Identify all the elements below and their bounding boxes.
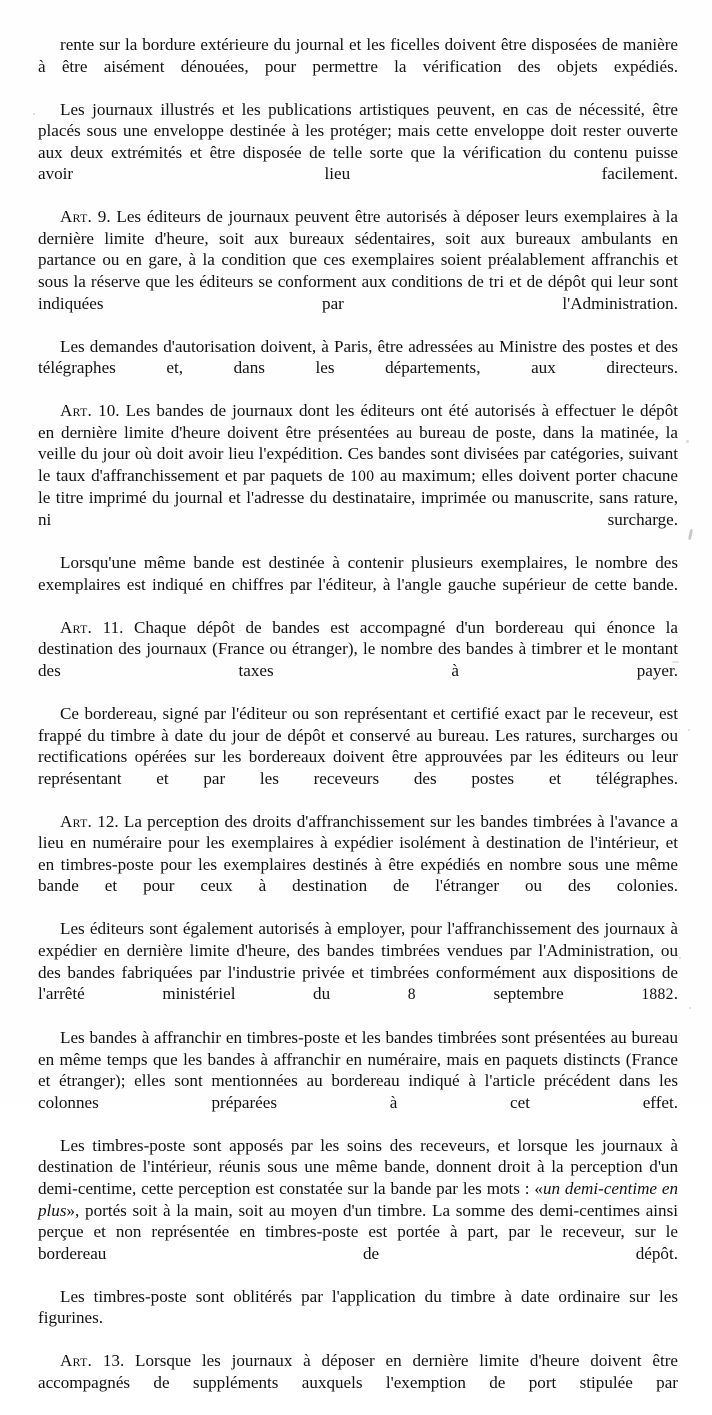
article-body-10-part2: au maximum; elles doivent porter chacune le titre imprimé du journal et l'adresse du destinataire, imprimée ou manuscrite, sans rature, ni surcharge. (38, 465, 678, 530)
paragraph-article-11 (38, 617, 678, 703)
editeurs-text-part1: Les éditeurs sont également autorisés à employer, pour l'affranchissement des journaux à expédier en dernière limite d'heure, des bandes timbrées vendues par l'Administration, ou des bandes fabriquées par l'industrie privée et timbrées conformément aux dispositions de l'arrêté ministériel du (38, 919, 678, 1004)
scan-speck (666, 115, 668, 117)
article-number-13: 13. (102, 1351, 125, 1371)
scan-speck (679, 957, 681, 959)
article-body-9: Les éditeurs de journaux peuvent être autorisés à déposer leurs exemplaires à la dernière limite d'heure, soit aux bureaux sédentaires, soit aux bureaux ambulants en partance ou en gare, à la condition que ces exemplaires soient préalablement affranchis et sous la réserve que les éditeurs se conforment aux conditions de tri et de dépôt qui leur sont indiquées par l'Administration. (38, 207, 678, 313)
timbres-text-part2: », portés soit à la main, soit au moyen d'un timbre. La somme des demi-centimes ainsi perçue et non représentée en timbres-poste est portée à part, par le receveur, sur le bordereau de dépôt. (38, 1200, 678, 1263)
paragraph-bandes-affranchir: Les bandes à affranchir en timbres-poste et les bandes timbrées sont présentées au bureau en même temps que les bandes à affranchir en numéraire, mais en paquets distincts (France et étranger); elles sont mentionnées au bordereau indiqué à l'article précédent dans les colonnes préparées à cet effet. (38, 1028, 679, 1112)
scan-speck (672, 661, 679, 663)
scan-speck (686, 440, 689, 443)
article-label-9: Art. (60, 207, 93, 227)
figure-maximum-count: 100 (350, 467, 375, 485)
scan-speck (33, 113, 35, 115)
article-body-11: Chaque dépôt de bandes est accompagné d'un bordereau qui énonce la destination des journaux (France ou étranger), le nombre des bandes à timbrer et le montant des taxes à payer. (38, 617, 678, 680)
article-label-13: Art. (60, 1351, 93, 1371)
article-number-12: 12. (97, 811, 119, 831)
paragraph-editeurs-autorises (38, 918, 678, 1027)
scan-speck (689, 1007, 691, 1009)
paragraph-continuation-ficelles: rente sur la bordure extérieure du journal et les ficelles doivent être disposées de manière à être aisément dénouées, pour permettre la vérification des objets expédiés. (38, 35, 678, 76)
paragraph-article-9 (38, 206, 678, 335)
article-label-11: Art. (60, 617, 93, 637)
paragraph-meme-bande: Lorsqu'une même bande est destinée à contenir plusieurs exemplaires, le nombre des exemplaires est indiqué en chiffres par l'éditeur, à l'angle gauche supérieur de cette bande. (38, 553, 678, 594)
article-number-11: 11. (102, 617, 124, 637)
paragraph-article-12 (38, 811, 678, 919)
article-number-9: 9. (97, 207, 111, 227)
paragraph-timbres-obliteres: Les timbres-poste sont oblitérés par l'application du timbre à date ordinaire sur les figurines. (38, 1286, 678, 1328)
arrete-date-day: 8 (407, 986, 416, 1004)
article-body-12: La perception des droits d'affranchissement sur les bandes timbrées à l'avance a lieu en numéraire pour les exemplaires à expédier isolément à destination de l'intérieur, et en timbres-poste pour les exemplaires destinés à être expédiés en nombre sous une même bande et pour ceux à destination de l'étranger ou des colonies. (38, 811, 678, 896)
paragraph-article-13 (38, 1350, 678, 1415)
article-label-12: Art. (60, 811, 93, 831)
paragraph-demandes-autorisation: Les demandes d'autorisation doivent, à Paris, être adressées au Ministre des postes et des télégraphes et, dans les départements, aux directeurs. (38, 336, 678, 378)
paragraph-ce-bordereau: Ce bordereau, signé par l'éditeur ou son représentant et certifié exact par le receveur, est frappé du timbre à date du jour de dépôt et conservé au bureau. Les ratures, surcharges ou rectifications opérées sur les bordereaux doivent être approuvées par les éditeurs ou leur représentant et par les receveurs des postes et télégraphes. (38, 703, 678, 788)
scan-speck (688, 729, 690, 731)
article-number-10: 10. (98, 401, 120, 421)
paragraph-article-10 (38, 400, 678, 552)
scan-speck (688, 529, 693, 540)
quoted-phrase-demi-centime: un demi-centime en plus (38, 1178, 678, 1220)
article-body-10-part1: Les bandes de journaux dont les éditeurs ont été autorisés à effectuer le dépôt en dernière limite d'heure doivent être présentées au bureau de poste, dans la matinée, la veille du jour où doit avoir lieu l'expédition. Ces bandes sont divisées par catégories, suivant le taux d'affranchissement et par paquets de (38, 401, 679, 485)
timbres-text-part1: Les timbres-poste sont apposés par les soins des receveurs, et lorsque les journaux à destination de l'intérieur, réunis sous une même bande, donnent droit à la perception d'un demi-centime, cette perception est constatée sur la bande par les mots : « (38, 1135, 678, 1198)
arrete-date-month: septembre (415, 984, 642, 1004)
article-body-13: Lorsque les journaux à déposer en dernière limite d'heure doivent être accompagnés de suppléments auxquels l'exemption de port stipulée par (38, 1351, 678, 1392)
paragraph-journaux-illustres: Les journaux illustrés et les publications artistiques peuvent, en cas de nécessité, être placés sous une enveloppe destinée à les protéger; mais cette enveloppe doit rester ouverte aux deux extrémités et être disposée de telle sorte que la vérification du contenu puisse avoir lieu facilement. (38, 99, 678, 184)
article-label-10: Art. (60, 401, 93, 421)
arrete-date-year: 1882 (641, 986, 674, 1004)
text-column (38, 34, 678, 1415)
editeurs-text-part2: . (673, 984, 678, 1004)
paragraph-timbres-apposes (38, 1135, 678, 1286)
